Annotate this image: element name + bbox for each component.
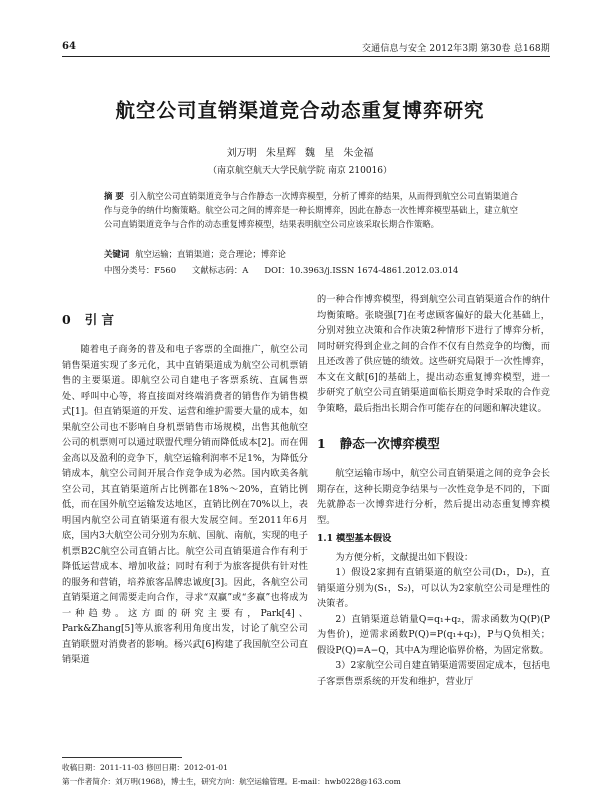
abstract bbox=[104, 189, 518, 232]
article-title: 航空公司直销渠道竞合动态重复博弈研究 bbox=[115, 99, 485, 122]
body-paragraph: 为方便分析，文献提出如下假设： bbox=[335, 551, 474, 563]
section-heading-static-model bbox=[317, 436, 550, 452]
section-number: 0 bbox=[62, 312, 71, 327]
section-title: 引 言 bbox=[84, 312, 115, 327]
assumption-2: 2）直销渠道总销量Q=q₁+q₂，需求函数为Q(P)(P为售价)，逆需求函数P(Q)=P(q₁+q₂)，P与Q负相关；假设P(Q)=A−Q，其中A为理论临界价格，为固定常数。 bbox=[317, 613, 550, 656]
affiliation: （南京航空航天大学民航学院 南京 210016） bbox=[207, 166, 393, 176]
keywords-text: 航空运输；直销渠道；竞合理论；博弈论 bbox=[135, 249, 286, 259]
header-rule bbox=[62, 56, 550, 57]
section-title: 静态一次博弈模型 bbox=[339, 436, 440, 451]
classification-line bbox=[104, 264, 534, 276]
page-number: 64 bbox=[62, 41, 76, 52]
right-column bbox=[317, 292, 550, 689]
keywords-label: 关键词 bbox=[104, 249, 130, 259]
body-paragraph: 航空运输市场中，航空公司直销渠道之间的竞争会长期存在，这种长期竞争结果与一次性竞争是不同的，下面先就静态一次博弈进行分析，然后提出动态重复博弈模型。 bbox=[317, 468, 550, 526]
keywords bbox=[104, 248, 518, 260]
assumption-1: 1）假设2家拥有直销渠道的航空公司(D₁，D₂)，直销渠道分别为(S₁，S₂)，可以认为2家航空公司是理性的决策者。 bbox=[317, 567, 550, 609]
abstract-text: 引入航空公司直销渠道竞争与合作静态一次博弈模型，分析了博弈的结果，从而得到航空公司直销渠道合作与竞争的纳什均衡策略。航空公司之间的博弈是一种长期博弈，因此在静态一次性博弈模型基础上，建立航空公司直销渠道竞争与合作的动态重复博弈模型，结果表明航空公司应该采取长期合作策略。 bbox=[104, 191, 518, 230]
body-paragraph: 的一种合作博弈模型，得到航空公司直销渠道合作的纳什均衡策略。张晓强[7]在考虑顾客偏好的最大化基础上，分别对独立决策和合作决策2种情形下进行了博弈分析，同时研究得到企业之间的合作不仅有自然竞争的均衡，而且还改善了供应链的绩效。这些研究局限于一次性博弈，本文在文献[6]的基础上，提出动态重复博弈模型，进一步研究了航空公司直销渠道面临长期竞争时采取的合作竞争策略，最后指出长期合作可能存在的问题和解决建议。 bbox=[317, 294, 550, 414]
body-paragraph: 随着电子商务的普及和电子客票的全面推广，航空公司销售渠道实现了多元化，其中直销渠道成为航空公司机票销售的主要渠道。即航空公司自建电子客票系统、直属售票处、呼叫中心等，将直接面对终端消费者的销售作为销售模式[1]。但直销渠道的开发、运营和维护需要大量的成本，如果航空公司也不影响自身机票销售市场规模，出售其他航空公司的机票则可以通过联盟代理分销而降低成本[2]。而在佣金高以及盈利的竞争下，航空运输利润率不足1%，为降低分销成本，航空公司间开展合作竞争成为必然。国内欧美各航空公司，其直销渠道所占比例都在18%～20%，直销比例低，而在国外航空运输发达地区，直销比例在70%以上，表明国内航空公司直销渠道有很大发展空间。至2011年6月底，国内3大航空公司分别为东航、国航、南航，实现的电子机票B2C航空公司直销占比。航空公司直销渠道合作有利于降低运营成本、增加收益；同时有利于为旅客提供有针对性的服务和营销，培养旅客品牌忠诚度[3]。因此，各航空公司直销渠道之间需要走向合作，寻求“双赢”或“多赢”也将成为一种趋势。这方面的研究主要有，Park[4]、Park&Zhang[5]等从旅客利用角度出发，讨论了航空公司直销联盟对消费者的影响。杨兴武[6]构建了我国航空公司直销渠道 bbox=[62, 344, 308, 665]
section-number: 1 bbox=[317, 436, 326, 451]
assumption-3: 3）2家航空公司自建直销渠道需要固定成本，包括电子客票售票系统的开发和维护，营业厅 bbox=[317, 660, 550, 687]
footnote-rule bbox=[62, 757, 182, 758]
clc-number: 中图分类号：F560 bbox=[104, 265, 177, 275]
section-heading-introduction bbox=[62, 312, 308, 328]
received-date: 收稿日期：2011-11-03 修回日期：2012-01-01 bbox=[62, 763, 228, 772]
abstract-label: 摘 要 bbox=[104, 191, 124, 201]
doi: DOI：10.3963/j.ISSN 1674-4861.2012.03.014 bbox=[264, 265, 459, 275]
running-header bbox=[62, 41, 550, 55]
left-column bbox=[62, 292, 308, 668]
author-list: 刘万明 朱星辉 魏 星 朱金福 bbox=[226, 148, 374, 159]
journal-info: 交通信息与安全 2012年3期 第30卷 总168期 bbox=[361, 44, 550, 54]
author-bio: 第一作者简介：刘万明(1968)，博士生，研究方向：航空运输管理。E-mail：hwb0228@163.com bbox=[62, 777, 401, 786]
document-code: 文献标志码：A bbox=[192, 265, 249, 275]
subsection-heading: 1.1 模型基本假设 bbox=[317, 533, 392, 544]
